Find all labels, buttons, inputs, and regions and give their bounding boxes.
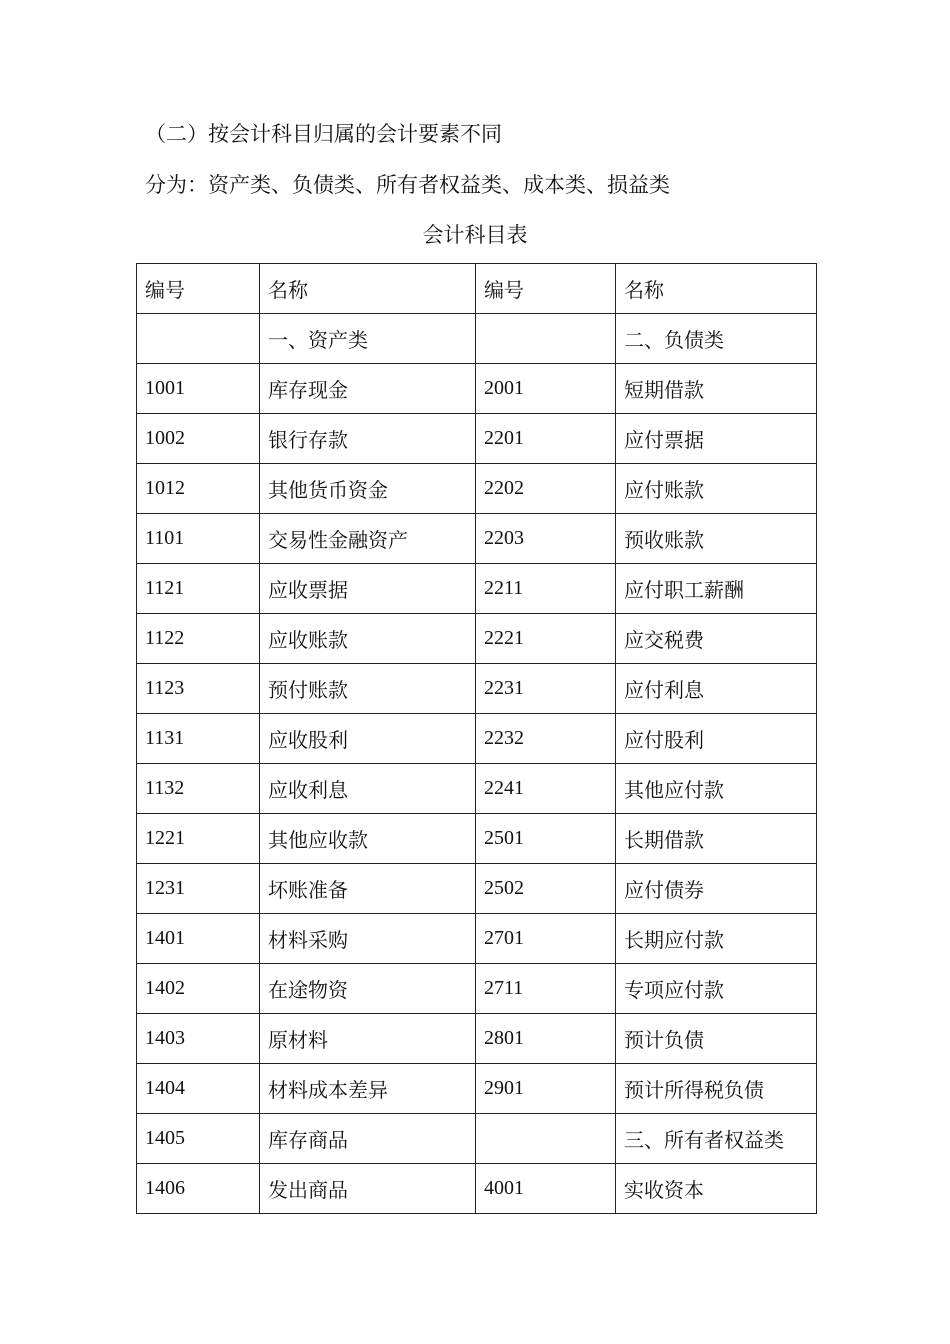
cell-code: 1101 bbox=[137, 514, 260, 564]
table-row bbox=[137, 914, 817, 964]
table-row bbox=[137, 864, 817, 914]
cell-code: 2711 bbox=[476, 964, 616, 1014]
cell-code: 1401 bbox=[137, 914, 260, 964]
cell-code: 1402 bbox=[137, 964, 260, 1014]
cell-name: 应收账款 bbox=[260, 614, 476, 664]
cell-code: 1405 bbox=[137, 1114, 260, 1164]
cell-name: 应收利息 bbox=[260, 764, 476, 814]
table-row bbox=[137, 1064, 817, 1114]
cell-code: 1404 bbox=[137, 1064, 260, 1114]
cell-name: 坏账准备 bbox=[260, 864, 476, 914]
cell-name: 实收资本 bbox=[616, 1164, 817, 1214]
cell-name: 银行存款 bbox=[260, 414, 476, 464]
accounts-table bbox=[136, 263, 817, 1214]
cell-code: 1001 bbox=[137, 364, 260, 414]
cell-code: 2211 bbox=[476, 564, 616, 614]
table-row bbox=[137, 764, 817, 814]
cell-code: 1132 bbox=[137, 764, 260, 814]
cell-name: 预收账款 bbox=[616, 514, 817, 564]
table-row bbox=[137, 1114, 817, 1164]
cell-name: 材料成本差异 bbox=[260, 1064, 476, 1114]
header-name: 名称 bbox=[260, 264, 476, 314]
table-row bbox=[137, 514, 817, 564]
cell-name: 库存现金 bbox=[260, 364, 476, 414]
cell-code: 4001 bbox=[476, 1164, 616, 1214]
cell-name: 其他应付款 bbox=[616, 764, 817, 814]
cell-name: 发出商品 bbox=[260, 1164, 476, 1214]
cell-code: 2801 bbox=[476, 1014, 616, 1064]
cell-name: 其他应收款 bbox=[260, 814, 476, 864]
cell-code: 2231 bbox=[476, 664, 616, 714]
section-heading: （二）按会计科目归属的会计要素不同 bbox=[145, 122, 502, 146]
table-row bbox=[137, 814, 817, 864]
category-list: 分为：资产类、负债类、所有者权益类、成本类、损益类 bbox=[145, 173, 670, 197]
cell-name: 应付股利 bbox=[616, 714, 817, 764]
cell-code: 1221 bbox=[137, 814, 260, 864]
cell-name: 预计所得税负债 bbox=[616, 1064, 817, 1114]
cell-name: 应收票据 bbox=[260, 564, 476, 614]
cell-code: 1406 bbox=[137, 1164, 260, 1214]
cell-code: 2201 bbox=[476, 414, 616, 464]
cell-name: 专项应付款 bbox=[616, 964, 817, 1014]
table-row bbox=[137, 464, 817, 514]
cell-code: 2001 bbox=[476, 364, 616, 414]
cell-code bbox=[137, 314, 260, 364]
table-title: 会计科目表 bbox=[422, 223, 528, 247]
cell-name: 原材料 bbox=[260, 1014, 476, 1064]
cell-code: 2203 bbox=[476, 514, 616, 564]
table-row bbox=[137, 964, 817, 1014]
cell-name: 应付职工薪酬 bbox=[616, 564, 817, 614]
cell-name: 长期借款 bbox=[616, 814, 817, 864]
cell-code: 1403 bbox=[137, 1014, 260, 1064]
cell-name: 二、负债类 bbox=[616, 314, 817, 364]
cell-code: 2202 bbox=[476, 464, 616, 514]
cell-code: 1002 bbox=[137, 414, 260, 464]
cell-name: 应付账款 bbox=[616, 464, 817, 514]
cell-name: 应付票据 bbox=[616, 414, 817, 464]
cell-code: 2232 bbox=[476, 714, 616, 764]
header-code: 编号 bbox=[137, 264, 260, 314]
table-header-row bbox=[137, 264, 817, 314]
table-row bbox=[137, 314, 817, 364]
header-code: 编号 bbox=[476, 264, 616, 314]
header-name: 名称 bbox=[616, 264, 817, 314]
table-row bbox=[137, 664, 817, 714]
cell-name: 其他货币资金 bbox=[260, 464, 476, 514]
cell-code: 1123 bbox=[137, 664, 260, 714]
table-row bbox=[137, 714, 817, 764]
cell-name: 材料采购 bbox=[260, 914, 476, 964]
cell-code bbox=[476, 314, 616, 364]
cell-name: 在途物资 bbox=[260, 964, 476, 1014]
cell-name: 应收股利 bbox=[260, 714, 476, 764]
table-row bbox=[137, 364, 817, 414]
cell-name: 交易性金融资产 bbox=[260, 514, 476, 564]
cell-name: 长期应付款 bbox=[616, 914, 817, 964]
cell-name: 一、资产类 bbox=[260, 314, 476, 364]
cell-name: 应付债券 bbox=[616, 864, 817, 914]
cell-name: 短期借款 bbox=[616, 364, 817, 414]
cell-code: 2502 bbox=[476, 864, 616, 914]
table-row bbox=[137, 614, 817, 664]
table-body bbox=[137, 314, 817, 1214]
table-row bbox=[137, 1164, 817, 1214]
cell-code: 2701 bbox=[476, 914, 616, 964]
cell-code: 1231 bbox=[137, 864, 260, 914]
table-row bbox=[137, 1014, 817, 1064]
cell-code: 1122 bbox=[137, 614, 260, 664]
cell-name: 预计负债 bbox=[616, 1014, 817, 1064]
cell-code: 1131 bbox=[137, 714, 260, 764]
cell-name: 预付账款 bbox=[260, 664, 476, 714]
cell-name: 应付利息 bbox=[616, 664, 817, 714]
cell-name: 三、所有者权益类 bbox=[616, 1114, 817, 1164]
cell-code: 2901 bbox=[476, 1064, 616, 1114]
cell-code bbox=[476, 1114, 616, 1164]
table-row bbox=[137, 414, 817, 464]
cell-code: 2241 bbox=[476, 764, 616, 814]
cell-code: 1012 bbox=[137, 464, 260, 514]
cell-name: 库存商品 bbox=[260, 1114, 476, 1164]
cell-code: 2221 bbox=[476, 614, 616, 664]
table-row bbox=[137, 564, 817, 614]
cell-code: 2501 bbox=[476, 814, 616, 864]
cell-code: 1121 bbox=[137, 564, 260, 614]
cell-name: 应交税费 bbox=[616, 614, 817, 664]
